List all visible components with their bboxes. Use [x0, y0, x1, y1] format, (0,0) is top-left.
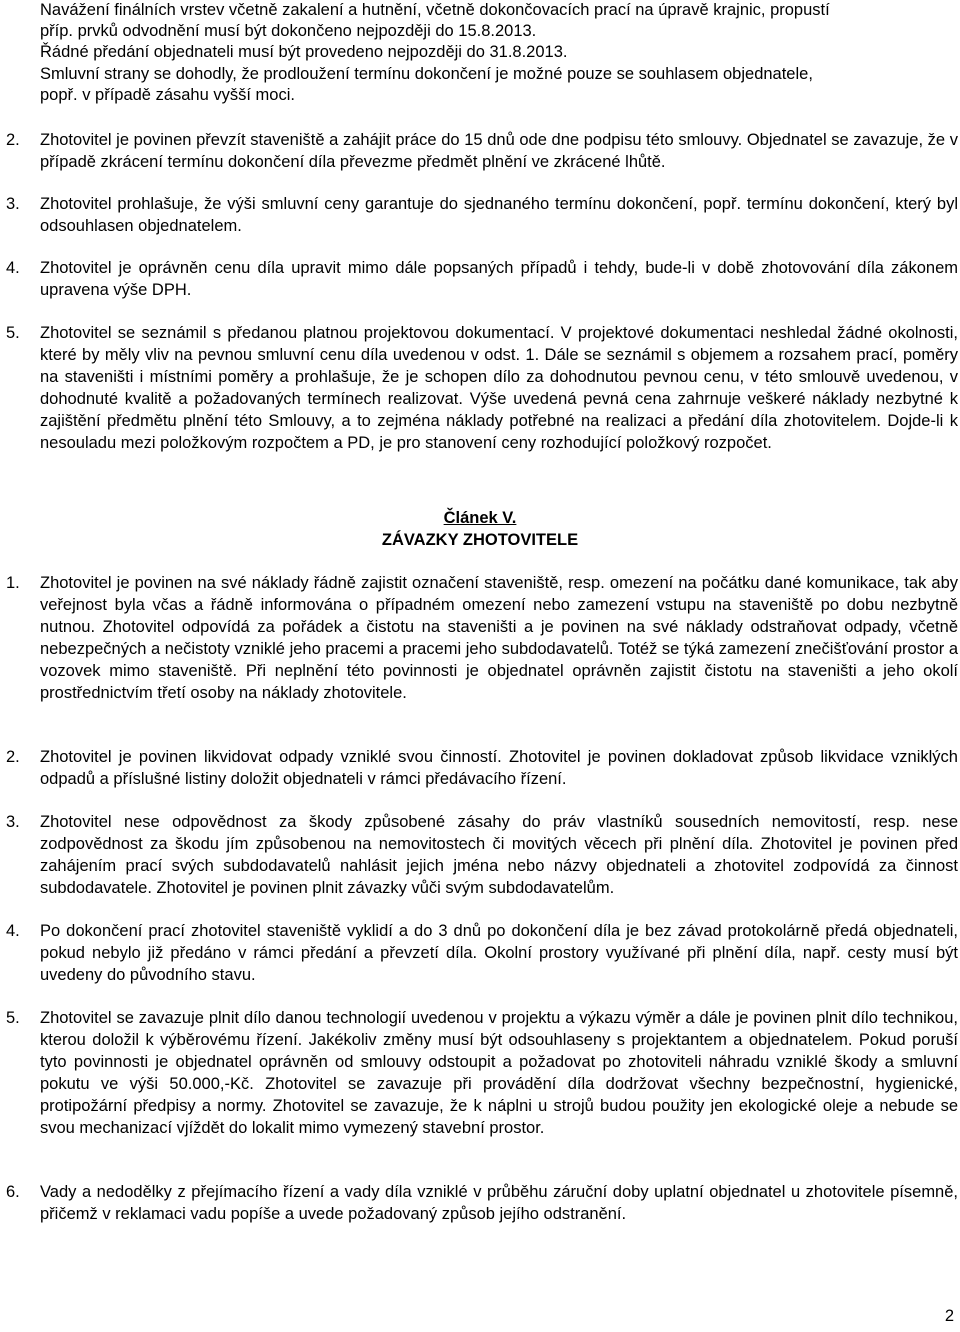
intro-line: popř. v případě zásahu vyšší moci. — [40, 85, 295, 104]
article-subtitle: ZÁVAZKY ZHOTOVITELE — [381, 531, 579, 549]
item-number: 2. — [6, 131, 20, 149]
item-number: 5. — [6, 1009, 20, 1027]
paragraph-text: Vady a nedodělky z přejímacího řízení a vady díla vzniklé v průběhu záruční doby uplatní objednatel u zhotovitele písemně, přičemž v reklamaci vadu popíše a uvede požadovaný způsob jejího odstranění. — [40, 1183, 958, 1223]
paragraph-text: Zhotovitel se zavazuje plnit dílo danou technologií uvedenou v projektu a výkazu výměr a dále je povinen plnit dílo technikou, kterou doložil k výběrovému řízení. Jakékoliv změny musí být odsouhlaseny s projektantem a objednatelem. Pokud poruší tyto povinnosti je objednatel oprávněn od smlouvy odstoupit a požadovat po zhotoviteli náhradu vzniklé škody a smluvní pokutu ve výši 50.000,-Kč. Zhotovitel se zavazuje při provádění díla dodržovat všechny bezpečnostní, hygienické, protipožární předpisy a normy. Zhotovitel se zavazuje, že k náplni u strojů budou použity jen ekologické oleje a nebude se svou mechanizací vjíždět do lokalit mimo vymezený stavební prostor. — [40, 1009, 958, 1137]
item-number: 2. — [6, 748, 20, 766]
paragraph-text: Zhotovitel prohlašuje, že výši smluvní ceny garantuje do sjednaného termínu dokončení, popř. termínu dokončení, který byl odsouhlasen objednatelem. — [40, 195, 958, 235]
item-number: 5. — [6, 324, 20, 342]
paragraph-text: Zhotovitel je povinen na své náklady řádně zajistit označení staveniště, resp. omezení na počátku dané komunikace, tak aby veřejnost byla včas a řádně informována o případném omezení nebo zamezení vstupu na staveniště po dobu nezbytně nutnou. Zhotovitel odpovídá za pořádek a čistotu na staveništi a je povinen na své náklady odstraňovat odpady, včetně nebezpečných a nečistoty vzniklé jeho pracemi a pracemi jeho subdodavatelů. Totéž se týká zamezení znečišťování prostor a vozovek mimo staveniště. Při neplnění této povinnosti je objednatel oprávněn zajistit čistotu na staveništi a jeho okolí prostřednictvím třetí osoby na náklady zhotovitele. — [40, 574, 958, 702]
item-number: 6. — [6, 1183, 20, 1201]
item-number: 3. — [6, 195, 20, 213]
paragraph-text: Zhotovitel je povinen likvidovat odpady vzniklé svou činností. Zhotovitel je povinen dokladovat způsob likvidace vzniklých odpadů a příslušné listiny doložit objednateli v rámci předávacího řízení. — [40, 748, 958, 788]
item-number: 1. — [6, 574, 20, 592]
page-number: 2 — [944, 1307, 954, 1325]
item-number: 4. — [6, 922, 20, 940]
intro-line: Navážení finálních vrstev včetně zakalení a hutnění, včetně dokončovacích prací na úpravě krajnic, propustí — [40, 1, 830, 19]
article-title: Článek V. — [443, 509, 517, 527]
intro-line: příp. prvků odvodnění musí být dokončeno nejpozději do 15.8.2013. — [40, 22, 537, 41]
paragraph-text: Zhotovitel je povinen převzít staveniště a zahájit práce do 15 dnů ode dne podpisu této smlouvy. Objednatel se zavazuje, že v případě zkrácení termínu dokončení díla převezme předmět plnění ve zkrácené lhůtě. — [40, 131, 958, 171]
intro-block — [40, 0, 920, 106]
item-number: 4. — [6, 259, 20, 277]
paragraph-text: Zhotovitel nese odpovědnost za škody způsobené zásahy do práv vlastníků sousedních nemovitostí, resp. nese zodpovědnost za škodu jím způsobenou na nemovitostech či movitých věcech při plnění díla. Zhotovitel je povinen před zahájením prací svých subdodavatelů nahlásit jejich jména nebo názvy objednateli a zhotovitel zodpovídá za činnost subdodavatele. Zhotovitel je povinen plnit závazky vůči svým subdodavatelům. — [40, 813, 958, 897]
paragraph-text: Zhotovitel se seznámil s předanou platnou projektovou dokumentací. V projektové dokumentaci neshledal žádné okolnosti, které by měly vliv na pevnou smluvní cenu díla uvedenou v odst. 1. Dále se seznámil s objemem a rozsahem prací, poměry na staveništi i místními poměry a prohlašuje, že je schopen dílo za dohodnutou pevnou cenu, v této smlouvě uvedenou, v dohodnuté kvalitě a požadovaných termínech realizovat. Výše uvedená pevná cena zahrnuje veškeré náklady nezbytné k zajištění předmětu plnění této Smlouvy, a to zejména náklady potřebné na realizaci a předání díla zhotovitelem. Dojde-li k nesouladu mezi položkovým rozpočtem a PD, je pro stanovení ceny rozhodující položkový rozpočet. — [40, 324, 958, 452]
intro-line: Smluvní strany se dohodly, že prodloužení termínu dokončení je možné pouze se souhlasem objednatele, — [40, 64, 813, 83]
item-number: 3. — [6, 813, 20, 831]
paragraph-text: Po dokončení prací zhotovitel staveniště vyklidí a do 3 dnů po dokončení díla je bez závad protokolárně předá objednateli, pokud nebylo již předáno v rámci předání a převzetí díla. Okolní prostory využívané při plnění díla, např. cesty musí být uvedeny do původního stavu. — [40, 922, 958, 984]
paragraph-text: Zhotovitel je oprávněn cenu díla upravit mimo dále popsaných případů i tehdy, bude-li v době zhotovování díla zákonem upravena výše DPH. — [40, 259, 958, 299]
intro-line: Řádné předání objednateli musí být provedeno nejpozději do 31.8.2013. — [40, 43, 568, 62]
